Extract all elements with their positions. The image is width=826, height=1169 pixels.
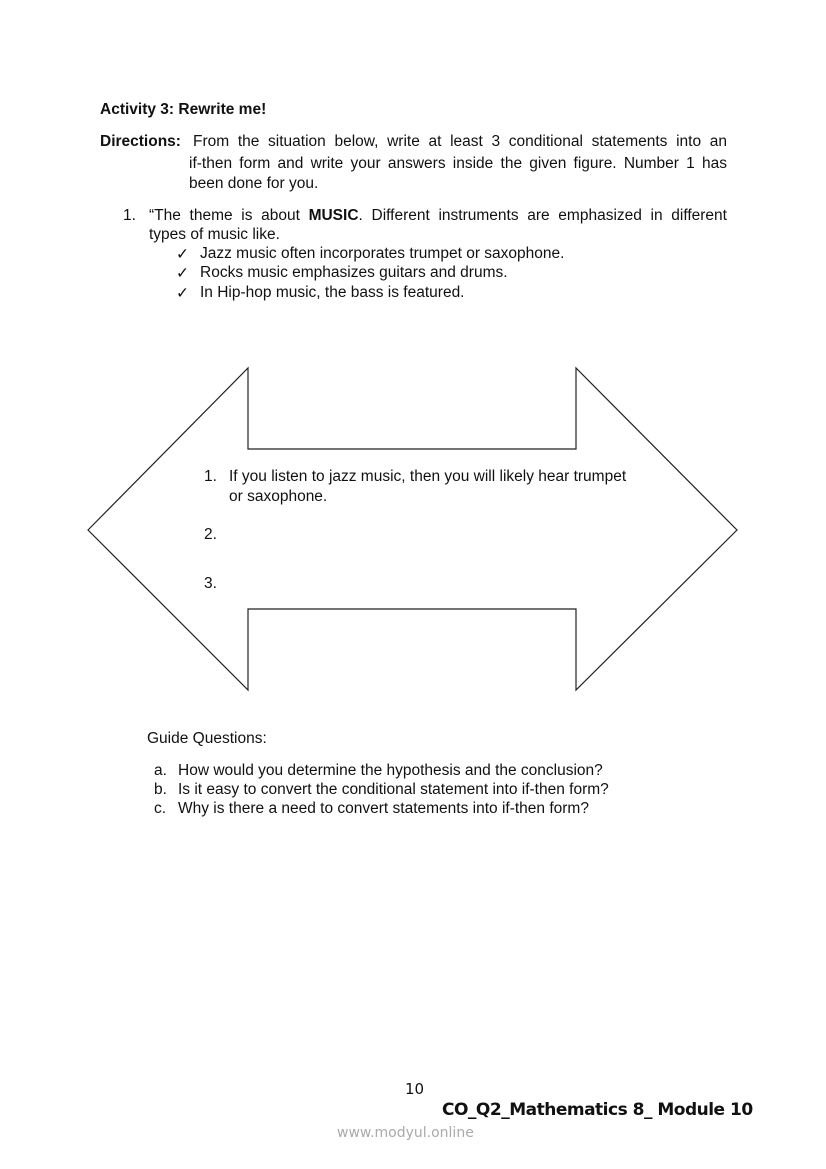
item-number: 1.	[123, 207, 136, 224]
answer-number: 2.	[204, 526, 217, 543]
guide-title: Guide Questions:	[147, 730, 267, 747]
answer-number: 1.	[204, 468, 217, 485]
item-line-2: types of music like.	[149, 226, 280, 243]
check-icon: ✓	[176, 246, 189, 263]
directions-line-3: been done for you.	[189, 175, 319, 192]
question-letter: c.	[154, 800, 167, 817]
answer-number: 3.	[204, 575, 217, 592]
watermark: www.modyul.online	[337, 1125, 474, 1141]
check-icon: ✓	[176, 285, 189, 302]
answer-text: If you listen to jazz music, then you will likely hear trumpet	[229, 468, 627, 485]
bullet-item: Rocks music emphasizes guitars and drums.	[200, 264, 508, 281]
question-text: How would you determine the hypothesis and the conclusion?	[178, 762, 603, 779]
bullet-item: Jazz music often incorporates trumpet or saxophone.	[200, 245, 565, 262]
directions-line-1: From the situation below, write at least 3 conditional statements into an	[193, 133, 727, 150]
question-letter: b.	[154, 781, 167, 798]
bullet-item: In Hip-hop music, the bass is featured.	[200, 284, 465, 301]
question-text: Is it easy to convert the conditional statement into if-then form?	[178, 781, 609, 798]
item-bold-theme: MUSIC	[308, 207, 359, 224]
question-letter: a.	[154, 762, 167, 779]
item-text: “The theme is about	[149, 207, 309, 224]
question-text: Why is there a need to convert statements into if-then form?	[178, 800, 589, 817]
activity-title: Activity 3: Rewrite me!	[100, 101, 267, 118]
directions-line-2: if-then form and write your answers inside the given figure. Number 1 has	[189, 155, 727, 172]
check-icon: ✓	[176, 265, 189, 282]
answer-text: or saxophone.	[229, 488, 328, 505]
page-number: 10	[405, 1080, 425, 1098]
module-label: CO_Q2_Mathematics 8_ Module 10	[442, 1100, 753, 1120]
directions-label: Directions:	[100, 133, 181, 150]
item-text: . Different instruments are emphasized in different	[358, 207, 727, 224]
